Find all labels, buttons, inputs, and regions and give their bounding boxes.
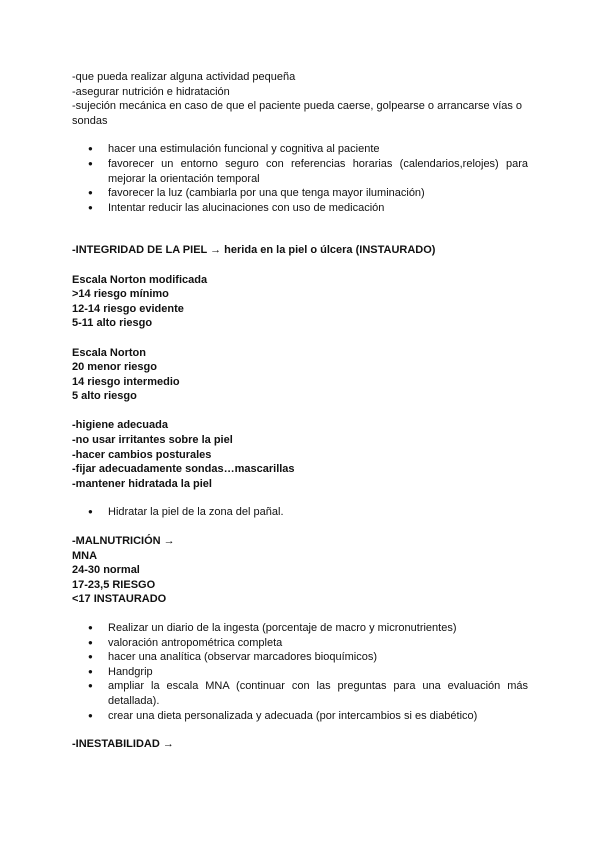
list-item: ● hacer una estimulación funcional y cognitiva al paciente — [108, 142, 528, 157]
section-heading-inestabilidad: -INESTABILIDAD → — [72, 738, 174, 751]
list-item: ● hacer una analítica (observar marcadores bioquímicos) — [108, 650, 528, 665]
section-heading-piel: -INTEGRIDAD DE LA PIEL → herida en la piel o úlcera (INSTAURADO) — [72, 244, 436, 257]
norton-line: 20 menor riesgo — [72, 361, 157, 374]
mna-line: 17-23,5 RIESGO — [72, 578, 156, 591]
norton-line: 5 alto riesgo — [72, 390, 137, 403]
norton-mod-line: Escala Norton modificada — [72, 273, 208, 286]
norton-mod-line: >14 riesgo mínimo — [72, 288, 169, 301]
list-item: ● crear una dieta personalizada y adecuada (por intercambios si es diabético) — [108, 709, 528, 724]
mna-line: MNA — [72, 549, 98, 562]
list-item: ● favorecer la luz (cambiarla por una que tenga mayor iluminación) — [108, 186, 528, 201]
intro-line: -asegurar nutrición e hidratación — [72, 85, 230, 98]
list-item: ● valoración antropométrica completa — [108, 636, 528, 651]
skin-measure-line: -mantener hidratada la piel — [72, 477, 212, 490]
skin-measure-line: -higiene adecuada — [72, 419, 168, 432]
document-page — [72, 70, 528, 752]
norton-line: 14 riesgo intermedio — [72, 375, 180, 388]
list-item: ● favorecer un entorno seguro con referencias horarias (calendarios,relojes) para mejorar la orientación temporal — [108, 157, 528, 186]
skin-measure-line: -no usar irritantes sobre la piel — [72, 434, 233, 447]
bullet-list-orientation — [72, 142, 528, 215]
skin-measure-line: -hacer cambios posturales — [72, 448, 212, 461]
list-item: ● Intentar reducir las alucinaciones con uso de medicación — [108, 201, 528, 216]
mna-line: 24-30 normal — [72, 564, 140, 577]
mna-line: <17 INSTAURADO — [72, 593, 167, 606]
list-item: ● Hidratar la piel de la zona del pañal. — [108, 505, 528, 520]
norton-mod-line: 5-11 alto riesgo — [72, 317, 153, 330]
list-item: ● Handgrip — [108, 665, 528, 680]
list-item: ● ampliar la escala MNA (continuar con las preguntas para una evaluación más detallada). — [108, 679, 528, 708]
section-heading-malnutricion: -MALNUTRICIÓN → — [72, 535, 175, 548]
bullet-list-skin — [72, 505, 528, 520]
bullet-list-nutrition — [72, 621, 528, 723]
intro-line: -sujeción mecánica en caso de que el paciente pueda caerse, golpearse o arrancarse vías o sondas — [72, 100, 523, 127]
skin-measure-line: -fijar adecuadamente sondas…mascarillas — [72, 463, 295, 476]
norton-line: Escala Norton — [72, 346, 146, 359]
list-item: ● Realizar un diario de la ingesta (porcentaje de macro y micronutrientes) — [108, 621, 528, 636]
norton-mod-line: 12-14 riesgo evidente — [72, 302, 184, 315]
intro-line: -que pueda realizar alguna actividad pequeña — [72, 71, 296, 83]
